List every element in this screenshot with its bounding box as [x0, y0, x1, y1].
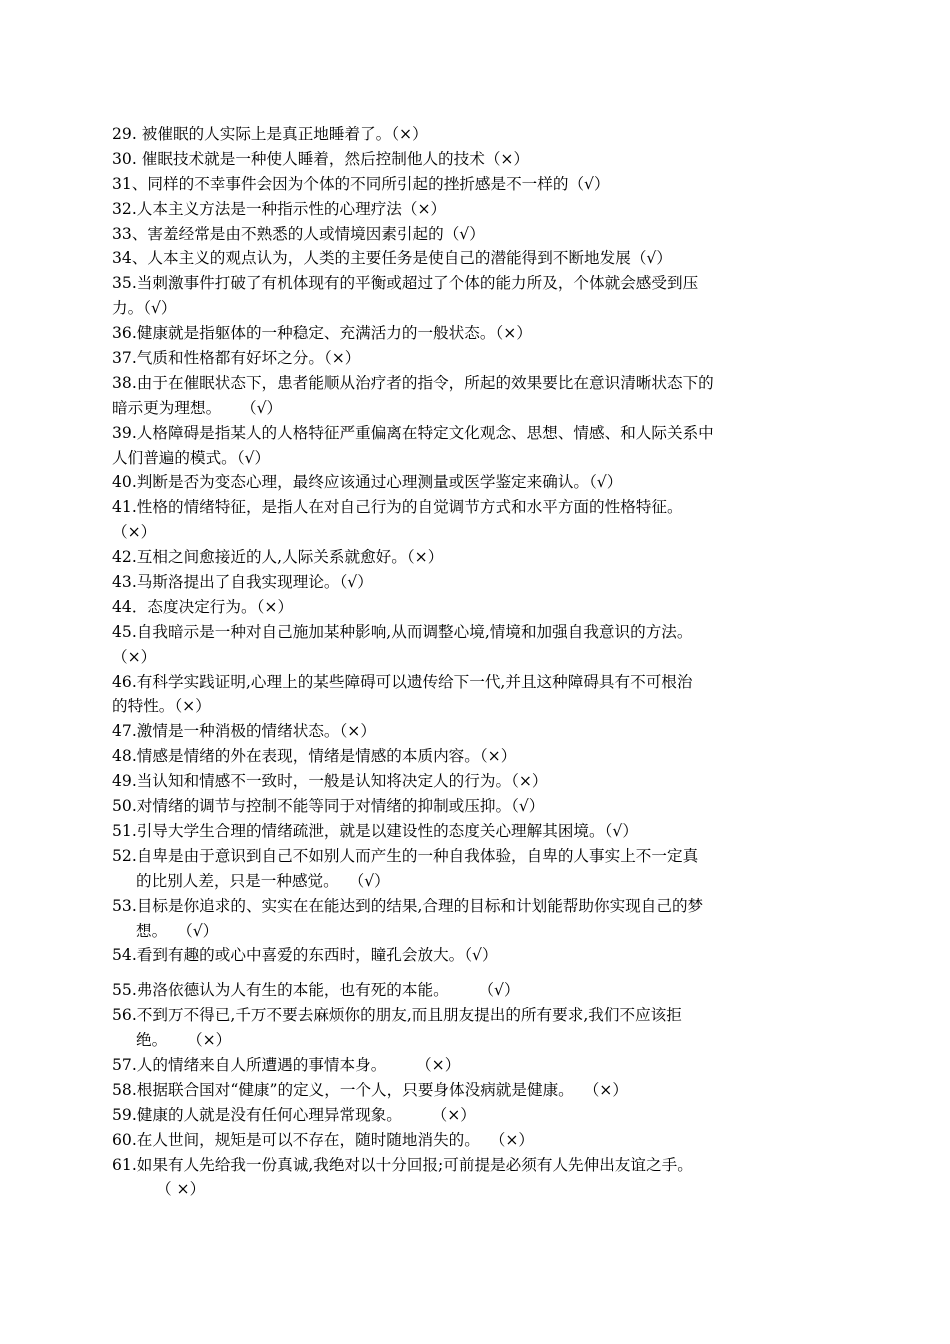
text-line: 54.看到有趣的或心中喜爱的东西时，瞳孔会放大。（√） — [112, 946, 498, 965]
text-line: 38.由于在催眠状态下，患者能顺从治疗者的指令，所起的效果要比在意识清晰状态下的 — [112, 373, 714, 392]
text-line: 43.马斯洛提出了自我实现理论。（√） — [112, 573, 373, 592]
text-line: （×） — [112, 647, 157, 666]
text-line: 52.自卑是由于意识到自己不如别人而产生的一种自我体验，自卑的人事实上不一定真 — [112, 846, 699, 865]
text-line: 37.气质和性格都有好坏之分。（×） — [112, 349, 361, 368]
text-line: 36.健康就是指躯体的一种稳定、充满活力的一般状态。（×） — [112, 324, 532, 343]
text-line: 60.在人世间，规矩是可以不存在，随时随地消失的。 （×） — [112, 1130, 535, 1149]
text-line: 56.不到万不得已,千万不要去麻烦你的朋友,而且朋友提出的所有要求,我们不应该拒 — [112, 1006, 682, 1025]
document-page — [112, 122, 838, 1202]
text-line: 57.人的情绪来自人所遭遇的事情本身。 （×） — [112, 1055, 461, 1074]
text-line: 35.当刺激事件打破了有机体现有的平衡或超过了个体的能力所及，个体就会感受到压 — [112, 274, 699, 293]
text-line: 人们普遍的模式。（√） — [112, 448, 271, 467]
text-line: 暗示更为理想。 （√） — [112, 398, 283, 417]
text-line: 58.根据联合国对“健康”的定义，一个人，只要身体没病就是健康。 （×） — [112, 1080, 628, 1099]
text-line: 61.如果有人先给我一份真诚,我绝对以十分回报;可前提是必须有人先伸出友谊之手。 — [112, 1155, 693, 1174]
text-line: 29. 被催眠的人实际上是真正地睡着了。（×） — [112, 125, 428, 143]
text-line: 51.引导大学生合理的情绪疏泄，就是以建设性的态度关心理解其困境。（√） — [112, 821, 638, 840]
text-line: 45.自我暗示是一种对自己施加某种影响,从而调整心境,情境和加强自我意识的方法。 — [112, 622, 693, 641]
text-line: 30. 催眠技术就是一种使人睡着，然后控制他人的技术（×） — [112, 149, 530, 168]
text-line: 33、害羞经常是由不熟悉的人或情境因素引起的（√） — [112, 224, 485, 243]
text-line: 力。（√） — [112, 299, 177, 318]
text-line: 39.人格障碍是指某人的人格特征严重偏离在特定文化观念、思想、情感、和人际关系中 — [112, 423, 714, 442]
text-line: （×） — [112, 523, 157, 542]
text-line: 的比别人差，只是一种感觉。 （√） — [136, 871, 390, 890]
text-line: 59.健康的人就是没有任何心理异常现象。 （×） — [112, 1105, 476, 1124]
text-line: 50.对情绪的调节与控制不能等同于对情绪的抑制或压抑。（√） — [112, 797, 545, 816]
text-line: 32.人本主义方法是一种指示性的心理疗法（×） — [112, 199, 447, 218]
text-line: 47.激情是一种消极的情绪状态。（×） — [112, 722, 376, 741]
text-line: 31、同样的不幸事件会因为个体的不同所引起的挫折感是不一样的（√） — [112, 174, 610, 193]
text-line: （ ×） — [156, 1180, 206, 1199]
text-line: 42.互相之间愈接近的人,人际关系就愈好。（×） — [112, 548, 444, 567]
text-line: 绝。 （×） — [136, 1031, 232, 1050]
text-line: 40.判断是否为变态心理，最终应该通过心理测量或医学鉴定来确认。（√） — [112, 473, 623, 492]
text-line: 55.弗洛依德认为人有生的本能，也有死的本能。 （√） — [112, 981, 520, 1000]
text-line: 的特性。（×） — [112, 697, 211, 716]
text-line: 34、人本主义的观点认为，人类的主要任务是使自己的潜能得到不断地发展（√） — [112, 249, 672, 268]
text-line: 44．态度决定行为。（×） — [112, 597, 294, 616]
text-line: 41.性格的情绪特征，是指人在对自己行为的自觉调节方式和水平方面的性格特征。 — [112, 498, 683, 517]
text-line: 53.目标是你追求的、实实在在能达到的结果,合理的目标和计划能帮助你实现自己的梦 — [112, 896, 704, 915]
text-line: 想。 （√） — [136, 921, 219, 940]
text-line: 46.有科学实践证明,心理上的某些障碍可以遗传给下一代,并且这种障碍具有不可根治 — [112, 672, 693, 691]
text-line: 48.情感是情绪的外在表现，情绪是情感的本质内容。（×） — [112, 747, 517, 766]
text-line: 49.当认知和情感不一致时，一般是认知将决定人的行为。（×） — [112, 772, 548, 791]
